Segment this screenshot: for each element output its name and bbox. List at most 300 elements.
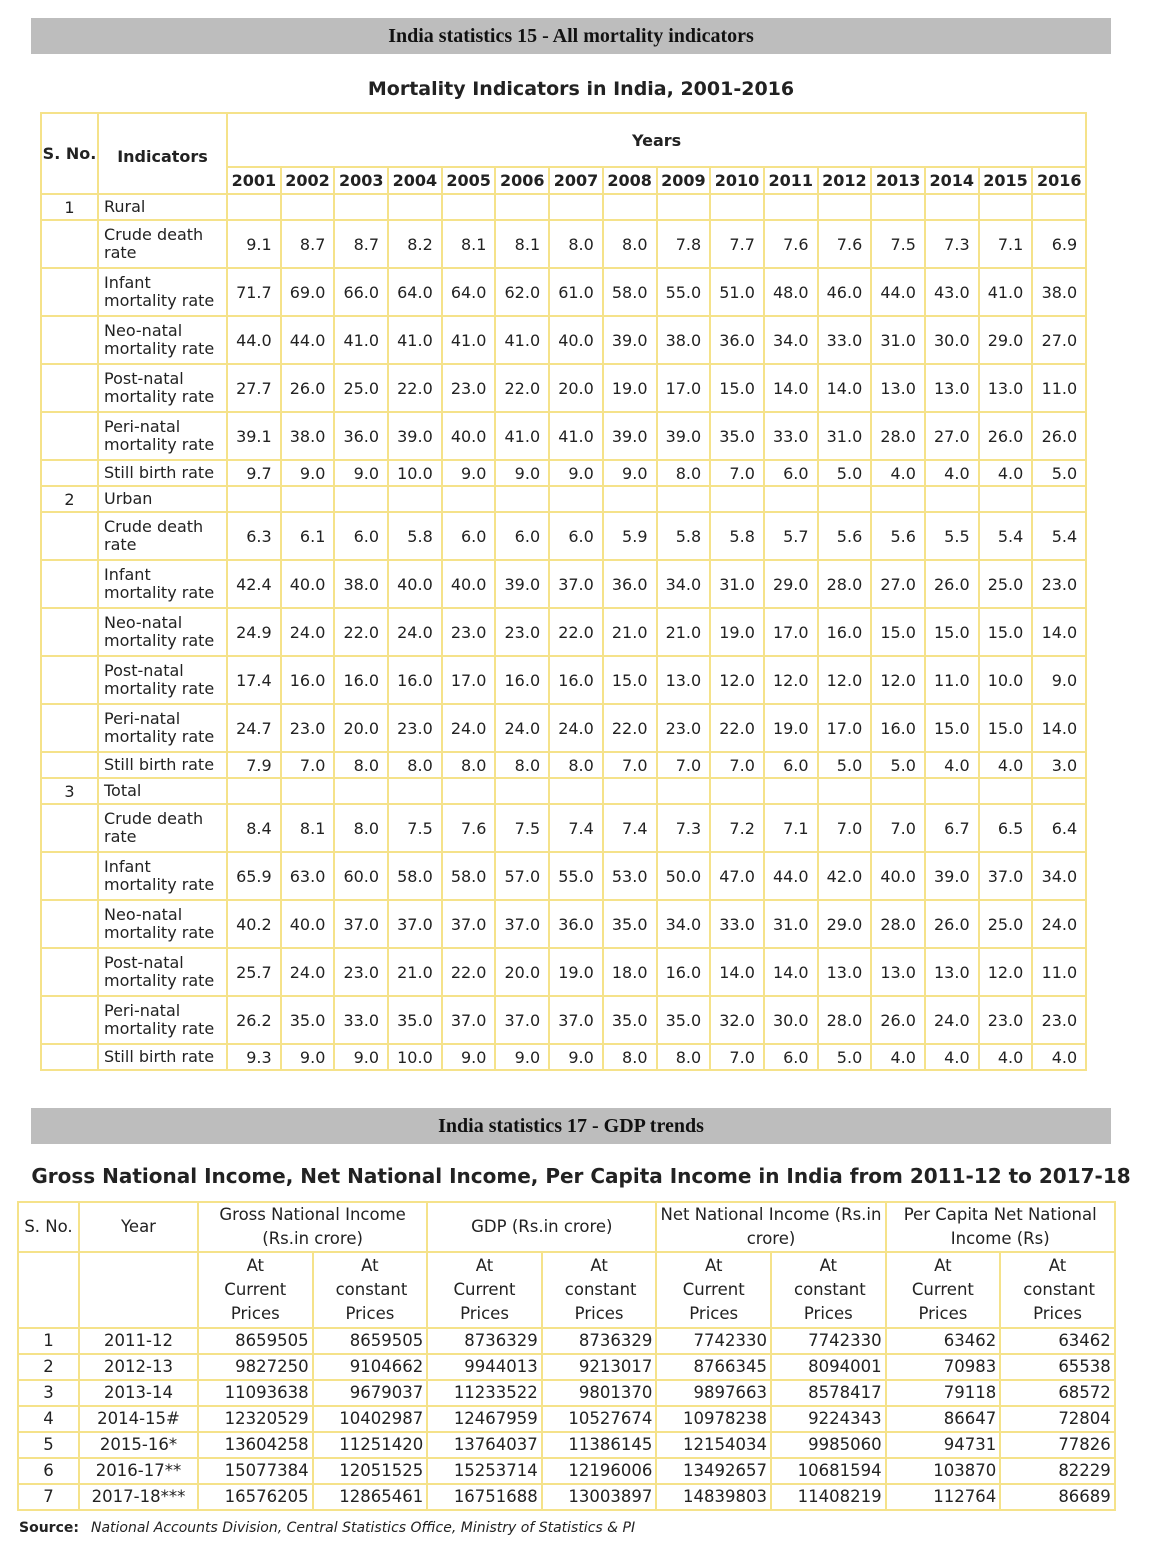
years-header: Years (227, 113, 1086, 167)
value-cell: 7.7 (710, 220, 764, 268)
value-cell: 9679037 (313, 1380, 428, 1406)
value-cell: 26.0 (871, 996, 925, 1044)
value-cell: 13.0 (979, 364, 1033, 412)
value-cell: 58.0 (603, 268, 657, 316)
gdp-sno: 3 (18, 1380, 79, 1406)
value-cell: 5.9 (603, 512, 657, 560)
value-cell: 7.9 (227, 752, 281, 778)
value-cell: 22.0 (495, 364, 549, 412)
value-cell: 10681594 (771, 1458, 886, 1484)
value-cell: 33.0 (710, 900, 764, 948)
value-cell: 8.7 (281, 220, 335, 268)
empty-cell (871, 194, 925, 220)
value-cell: 12320529 (198, 1406, 313, 1432)
value-cell: 37.0 (495, 900, 549, 948)
indicator-label: Post-natal mortality rate (98, 364, 227, 412)
year-header-2004: 2004 (388, 167, 442, 194)
value-cell: 9.0 (281, 1044, 335, 1070)
value-cell: 13.0 (818, 948, 872, 996)
value-cell: 23.0 (1032, 560, 1086, 608)
value-cell: 53.0 (603, 852, 657, 900)
value-cell: 6.0 (549, 512, 603, 560)
gdp-header-row (18, 1202, 1115, 1252)
value-cell: 26.0 (979, 412, 1033, 460)
indicator-label: Peri-natal mortality rate (98, 996, 227, 1044)
value-cell: 12.0 (979, 948, 1033, 996)
empty-cell (495, 486, 549, 512)
gdp-group-header: GDP (Rs.in crore) (427, 1202, 656, 1252)
value-cell: 31.0 (871, 316, 925, 364)
value-cell: 36.0 (549, 900, 603, 948)
value-cell: 5.6 (871, 512, 925, 560)
empty-cell (334, 194, 388, 220)
value-cell: 33.0 (334, 996, 388, 1044)
gdp-year: 2017-18*** (79, 1484, 198, 1510)
value-cell: 7.0 (710, 1044, 764, 1070)
value-cell: 39.0 (925, 852, 979, 900)
gdp-subheader-row (18, 1252, 1115, 1328)
value-cell: 71.7 (227, 268, 281, 316)
value-cell: 24.0 (925, 996, 979, 1044)
constant-prices-header: At constant Prices (1000, 1252, 1115, 1328)
value-cell: 23.0 (334, 948, 388, 996)
empty-cell (710, 194, 764, 220)
value-cell: 12051525 (313, 1458, 428, 1484)
table-row (41, 852, 1086, 900)
value-cell: 6.0 (495, 512, 549, 560)
empty-cell (871, 486, 925, 512)
value-cell: 5.8 (710, 512, 764, 560)
empty-cell (818, 486, 872, 512)
value-cell: 40.0 (442, 560, 496, 608)
value-cell: 7.3 (657, 804, 711, 852)
value-cell: 35.0 (657, 996, 711, 1044)
value-cell: 5.4 (979, 512, 1033, 560)
value-cell: 7.4 (549, 804, 603, 852)
value-cell: 15.0 (979, 608, 1033, 656)
group-sno: 1 (41, 194, 98, 220)
value-cell: 7.5 (871, 220, 925, 268)
value-cell: 7.0 (710, 460, 764, 486)
value-cell: 5.0 (818, 1044, 872, 1070)
year-header-2013: 2013 (871, 167, 925, 194)
empty-cell (1032, 486, 1086, 512)
value-cell: 7.0 (710, 752, 764, 778)
value-cell: 16.0 (334, 656, 388, 704)
value-cell: 9.0 (495, 460, 549, 486)
table-row (41, 948, 1086, 996)
value-cell: 57.0 (495, 852, 549, 900)
value-cell: 35.0 (281, 996, 335, 1044)
value-cell: 21.0 (603, 608, 657, 656)
value-cell: 66.0 (334, 268, 388, 316)
year-header-2005: 2005 (442, 167, 496, 194)
value-cell: 6.4 (1032, 804, 1086, 852)
indicator-label: Still birth rate (98, 752, 227, 778)
value-cell: 39.0 (657, 412, 711, 460)
gdp-sno: 6 (18, 1458, 79, 1484)
group-name: Total (98, 778, 227, 804)
gdp-sno: 1 (18, 1328, 79, 1354)
value-cell: 16.0 (495, 656, 549, 704)
constant-prices-header: At constant Prices (771, 1252, 886, 1328)
value-cell: 14.0 (764, 364, 818, 412)
value-cell: 38.0 (281, 412, 335, 460)
value-cell: 8.7 (334, 220, 388, 268)
value-cell: 15.0 (979, 704, 1033, 752)
empty-cell (79, 1252, 198, 1328)
value-cell: 40.0 (281, 560, 335, 608)
value-cell: 64.0 (388, 268, 442, 316)
empty-cell (1032, 194, 1086, 220)
gdp-year-header: Year (79, 1202, 198, 1252)
empty-cell (657, 486, 711, 512)
value-cell: 10.0 (979, 656, 1033, 704)
value-cell: 24.0 (388, 608, 442, 656)
value-cell: 13.0 (657, 656, 711, 704)
value-cell: 23.0 (1032, 996, 1086, 1044)
indicator-label: Post-natal mortality rate (98, 656, 227, 704)
gdp-sno-header: S. No. (18, 1202, 79, 1252)
value-cell: 9104662 (313, 1354, 428, 1380)
value-cell: 37.0 (549, 996, 603, 1044)
empty-cell (710, 778, 764, 804)
value-cell: 6.9 (1032, 220, 1086, 268)
mortality-section-banner: India statistics 15 - All mortality indicators (31, 18, 1111, 54)
value-cell: 63462 (886, 1328, 1001, 1354)
value-cell: 22.0 (710, 704, 764, 752)
value-cell: 37.0 (442, 900, 496, 948)
value-cell: 8.0 (657, 460, 711, 486)
empty-cell (764, 778, 818, 804)
value-cell: 5.8 (388, 512, 442, 560)
value-cell: 8.0 (334, 752, 388, 778)
value-cell: 26.0 (925, 560, 979, 608)
value-cell: 5.0 (1032, 460, 1086, 486)
empty-cell (442, 486, 496, 512)
value-cell: 23.0 (388, 704, 442, 752)
value-cell: 27.0 (925, 412, 979, 460)
empty-cell (227, 194, 281, 220)
year-header-2001: 2001 (227, 167, 281, 194)
value-cell: 72804 (1000, 1406, 1115, 1432)
value-cell: 24.7 (227, 704, 281, 752)
empty-cell (41, 460, 98, 486)
value-cell: 6.0 (442, 512, 496, 560)
value-cell: 19.0 (710, 608, 764, 656)
indicator-label: Infant mortality rate (98, 560, 227, 608)
empty-cell (41, 996, 98, 1044)
empty-cell (41, 656, 98, 704)
empty-cell (334, 486, 388, 512)
value-cell: 31.0 (764, 900, 818, 948)
table-row (41, 316, 1086, 364)
value-cell: 7.6 (442, 804, 496, 852)
value-cell: 20.0 (495, 948, 549, 996)
value-cell: 9827250 (198, 1354, 313, 1380)
empty-cell (925, 778, 979, 804)
value-cell: 7.6 (764, 220, 818, 268)
value-cell: 4.0 (925, 460, 979, 486)
group-sno: 2 (41, 486, 98, 512)
empty-cell (442, 778, 496, 804)
value-cell: 9.0 (442, 1044, 496, 1070)
value-cell: 16.0 (549, 656, 603, 704)
value-cell: 8.0 (657, 1044, 711, 1070)
value-cell: 17.0 (442, 656, 496, 704)
indicator-label: Neo-natal mortality rate (98, 316, 227, 364)
indicator-label: Post-natal mortality rate (98, 948, 227, 996)
value-cell: 16.0 (818, 608, 872, 656)
empty-cell (18, 1252, 79, 1328)
empty-cell (41, 1044, 98, 1070)
value-cell: 68572 (1000, 1380, 1115, 1406)
empty-cell (388, 194, 442, 220)
value-cell: 8.0 (549, 220, 603, 268)
value-cell: 24.0 (281, 948, 335, 996)
value-cell: 4.0 (871, 460, 925, 486)
value-cell: 10527674 (542, 1406, 657, 1432)
value-cell: 9.0 (549, 460, 603, 486)
value-cell: 28.0 (818, 560, 872, 608)
value-cell: 15.0 (925, 608, 979, 656)
value-cell: 11.0 (1032, 948, 1086, 996)
value-cell: 39.0 (495, 560, 549, 608)
value-cell: 36.0 (603, 560, 657, 608)
value-cell: 11408219 (771, 1484, 886, 1510)
value-cell: 34.0 (657, 560, 711, 608)
gdp-year: 2011-12 (79, 1328, 198, 1354)
value-cell: 4.0 (925, 752, 979, 778)
value-cell: 23.0 (979, 996, 1033, 1044)
empty-cell (603, 486, 657, 512)
table-row (41, 704, 1086, 752)
value-cell: 25.0 (979, 560, 1033, 608)
indicator-label: Neo-natal mortality rate (98, 608, 227, 656)
value-cell: 8.2 (388, 220, 442, 268)
value-cell: 39.0 (603, 412, 657, 460)
empty-cell (41, 752, 98, 778)
value-cell: 4.0 (979, 1044, 1033, 1070)
value-cell: 55.0 (657, 268, 711, 316)
value-cell: 12865461 (313, 1484, 428, 1510)
value-cell: 10402987 (313, 1406, 428, 1432)
value-cell: 16.0 (388, 656, 442, 704)
value-cell: 65538 (1000, 1354, 1115, 1380)
value-cell: 24.0 (442, 704, 496, 752)
value-cell: 9213017 (542, 1354, 657, 1380)
value-cell: 21.0 (388, 948, 442, 996)
value-cell: 8.0 (442, 752, 496, 778)
table-row (18, 1432, 1115, 1458)
value-cell: 41.0 (495, 316, 549, 364)
year-header-2002: 2002 (281, 167, 335, 194)
value-cell: 5.8 (657, 512, 711, 560)
value-cell: 16751688 (427, 1484, 542, 1510)
value-cell: 8.1 (495, 220, 549, 268)
value-cell: 4.0 (871, 1044, 925, 1070)
value-cell: 13604258 (198, 1432, 313, 1458)
value-cell: 34.0 (764, 316, 818, 364)
value-cell: 30.0 (764, 996, 818, 1044)
table-row (41, 512, 1086, 560)
value-cell: 40.0 (549, 316, 603, 364)
value-cell: 7.5 (495, 804, 549, 852)
value-cell: 8.0 (495, 752, 549, 778)
value-cell: 58.0 (442, 852, 496, 900)
value-cell: 38.0 (334, 560, 388, 608)
value-cell: 20.0 (334, 704, 388, 752)
value-cell: 37.0 (549, 560, 603, 608)
value-cell: 9.0 (603, 460, 657, 486)
empty-cell (41, 560, 98, 608)
table-row (41, 996, 1086, 1044)
value-cell: 9.0 (334, 460, 388, 486)
value-cell: 7742330 (656, 1328, 771, 1354)
value-cell: 40.0 (281, 900, 335, 948)
value-cell: 7.0 (657, 752, 711, 778)
year-header-2008: 2008 (603, 167, 657, 194)
empty-cell (334, 778, 388, 804)
indicator-label: Infant mortality rate (98, 852, 227, 900)
value-cell: 7.2 (710, 804, 764, 852)
value-cell: 12.0 (764, 656, 818, 704)
gdp-group-header: Per Capita Net National Income (Rs) (886, 1202, 1115, 1252)
value-cell: 77826 (1000, 1432, 1115, 1458)
value-cell: 70983 (886, 1354, 1001, 1380)
value-cell: 26.0 (1032, 412, 1086, 460)
gdp-section-banner: India statistics 17 - GDP trends (31, 1108, 1111, 1144)
value-cell: 6.0 (764, 460, 818, 486)
current-prices-header: At Current Prices (427, 1252, 542, 1328)
value-cell: 11.0 (925, 656, 979, 704)
group-row-rural (41, 194, 1086, 220)
year-header-2015: 2015 (979, 167, 1033, 194)
table-row (41, 752, 1086, 778)
value-cell: 5.0 (818, 460, 872, 486)
value-cell: 31.0 (710, 560, 764, 608)
value-cell: 32.0 (710, 996, 764, 1044)
current-prices-header: At Current Prices (656, 1252, 771, 1328)
empty-cell (549, 778, 603, 804)
empty-cell (871, 778, 925, 804)
empty-cell (227, 778, 281, 804)
value-cell: 5.4 (1032, 512, 1086, 560)
gdp-table-title: Gross National Income, Net National Income, Per Capita Income in India from 2011-12 to 2017-18 (31, 1164, 1131, 1188)
indicator-label: Crude death rate (98, 220, 227, 268)
empty-cell (388, 486, 442, 512)
value-cell: 9801370 (542, 1380, 657, 1406)
value-cell: 37.0 (388, 900, 442, 948)
indicator-label: Infant mortality rate (98, 268, 227, 316)
value-cell: 58.0 (388, 852, 442, 900)
table-row (41, 220, 1086, 268)
group-row-urban (41, 486, 1086, 512)
value-cell: 69.0 (281, 268, 335, 316)
value-cell: 24.0 (281, 608, 335, 656)
value-cell: 8.0 (334, 804, 388, 852)
value-cell: 8.0 (603, 1044, 657, 1070)
value-cell: 14.0 (1032, 704, 1086, 752)
value-cell: 4.0 (979, 460, 1033, 486)
value-cell: 4.0 (1032, 1044, 1086, 1070)
value-cell: 38.0 (1032, 268, 1086, 316)
value-cell: 6.0 (764, 752, 818, 778)
value-cell: 19.0 (764, 704, 818, 752)
value-cell: 6.7 (925, 804, 979, 852)
value-cell: 41.0 (979, 268, 1033, 316)
empty-cell (41, 704, 98, 752)
value-cell: 8.0 (549, 752, 603, 778)
value-cell: 60.0 (334, 852, 388, 900)
value-cell: 9985060 (771, 1432, 886, 1458)
constant-prices-header: At constant Prices (313, 1252, 428, 1328)
value-cell: 86647 (886, 1406, 1001, 1432)
empty-cell (41, 364, 98, 412)
value-cell: 10978238 (656, 1406, 771, 1432)
empty-cell (442, 194, 496, 220)
value-cell: 48.0 (764, 268, 818, 316)
table-row (41, 268, 1086, 316)
value-cell: 9.0 (495, 1044, 549, 1070)
value-cell: 17.4 (227, 656, 281, 704)
value-cell: 26.2 (227, 996, 281, 1044)
value-cell: 16576205 (198, 1484, 313, 1510)
value-cell: 41.0 (495, 412, 549, 460)
year-header-2009: 2009 (657, 167, 711, 194)
value-cell: 65.9 (227, 852, 281, 900)
empty-cell (603, 194, 657, 220)
value-cell: 41.0 (388, 316, 442, 364)
value-cell: 22.0 (442, 948, 496, 996)
value-cell: 103870 (886, 1458, 1001, 1484)
value-cell: 8659505 (198, 1328, 313, 1354)
group-row-total (41, 778, 1086, 804)
empty-cell (818, 778, 872, 804)
value-cell: 9224343 (771, 1406, 886, 1432)
value-cell: 12.0 (871, 656, 925, 704)
current-prices-header: At Current Prices (198, 1252, 313, 1328)
gdp-sno: 2 (18, 1354, 79, 1380)
value-cell: 12467959 (427, 1406, 542, 1432)
empty-cell (979, 486, 1033, 512)
value-cell: 79118 (886, 1380, 1001, 1406)
value-cell: 25.0 (334, 364, 388, 412)
empty-cell (227, 486, 281, 512)
empty-cell (41, 412, 98, 460)
value-cell: 9.0 (1032, 656, 1086, 704)
value-cell: 24.0 (495, 704, 549, 752)
value-cell: 17.0 (657, 364, 711, 412)
value-cell: 26.0 (925, 900, 979, 948)
gdp-group-header: Net National Income (Rs.in crore) (656, 1202, 885, 1252)
value-cell: 16.0 (657, 948, 711, 996)
value-cell: 7.8 (657, 220, 711, 268)
empty-cell (764, 486, 818, 512)
empty-cell (710, 486, 764, 512)
indicator-label: Still birth rate (98, 1044, 227, 1070)
indicator-label: Crude death rate (98, 804, 227, 852)
value-cell: 3.0 (1032, 752, 1086, 778)
value-cell: 6.0 (334, 512, 388, 560)
gdp-sno: 7 (18, 1484, 79, 1510)
gdp-table (17, 1201, 1116, 1511)
value-cell: 12.0 (710, 656, 764, 704)
value-cell: 8.4 (227, 804, 281, 852)
gdp-year: 2016-17** (79, 1458, 198, 1484)
value-cell: 23.0 (442, 364, 496, 412)
value-cell: 112764 (886, 1484, 1001, 1510)
